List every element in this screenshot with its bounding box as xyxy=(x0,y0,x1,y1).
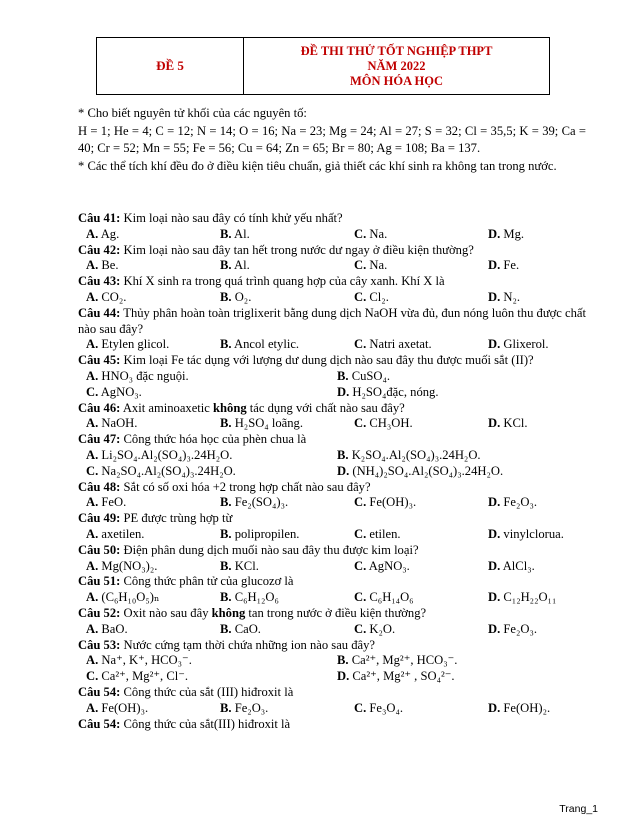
answer-letter: C. xyxy=(354,558,367,573)
question-text: Khí X sinh ra trong quá trình quang hợp của cây xanh. Khí X là xyxy=(123,274,445,289)
answer-letter: B. xyxy=(337,447,349,462)
answer-row xyxy=(78,258,588,274)
answer-option[interactable] xyxy=(488,290,520,306)
answer-row xyxy=(78,448,588,464)
question-label: Câu 54: xyxy=(78,716,121,731)
answer-option[interactable] xyxy=(86,527,220,543)
answer-letter: D. xyxy=(488,226,501,241)
answer-letter: C. xyxy=(354,258,367,273)
answer-option[interactable] xyxy=(488,622,537,638)
question-label: Câu 48: xyxy=(78,479,121,494)
answer-text: etilen. xyxy=(366,526,401,541)
answer-text: Fe₃O₄. xyxy=(366,700,404,715)
answer-option[interactable] xyxy=(354,590,488,606)
question-stem xyxy=(78,717,588,733)
answer-text: Ca²⁺, Mg²⁺, Cl⁻. xyxy=(98,669,189,684)
answer-row xyxy=(78,385,588,401)
answer-row xyxy=(78,590,588,606)
answer-letter: C. xyxy=(354,621,367,636)
answer-option[interactable] xyxy=(337,448,588,464)
question-stem xyxy=(78,432,588,448)
answer-letter: D. xyxy=(337,463,350,478)
question-stem xyxy=(78,401,588,417)
question-stem xyxy=(78,211,588,227)
answer-option[interactable] xyxy=(86,495,220,511)
question-stem xyxy=(78,606,588,622)
question-stem xyxy=(78,574,588,590)
answer-text: Be. xyxy=(98,258,119,273)
answer-text: Li₂SO₄.Al₂(SO₄)₃.24H₂O. xyxy=(98,447,233,462)
question-text: Điện phân dung dịch muối nào sau đây thu được kim loại? xyxy=(123,542,419,557)
answer-letter: C. xyxy=(354,289,367,304)
answer-option[interactable] xyxy=(354,227,488,243)
answer-text: Fe(OH)₃. xyxy=(366,495,417,510)
question-text: tan trong nước ở điều kiện thường? xyxy=(245,605,427,620)
answer-text: Fe₂O₃. xyxy=(500,495,538,510)
answer-text: C₆H₁₄O₆ xyxy=(366,590,414,605)
answer-letter: A. xyxy=(86,337,99,352)
answer-option[interactable] xyxy=(220,701,354,717)
answer-option[interactable] xyxy=(220,622,354,638)
question-text: Kim loại nào sau đây có tính khử yếu nhất? xyxy=(123,211,343,225)
answer-option[interactable] xyxy=(86,416,220,432)
answer-text: CuSO₄. xyxy=(348,368,391,383)
question-text-emphasis: không xyxy=(211,605,246,620)
answer-text: K₂SO₄.Al₂(SO₄)₃.24H₂O. xyxy=(348,447,481,462)
answer-row xyxy=(78,669,588,685)
answer-row xyxy=(78,416,588,432)
answer-text: Na⁺, K⁺, HCO₃⁻. xyxy=(98,653,192,668)
answer-letter: C. xyxy=(86,463,99,478)
answer-letter: D. xyxy=(337,384,350,399)
answer-text: axetilen. xyxy=(98,526,145,541)
answer-option[interactable] xyxy=(220,590,354,606)
question-label: Câu 45: xyxy=(78,353,121,368)
answer-option[interactable] xyxy=(86,385,337,401)
answer-option[interactable] xyxy=(86,669,337,685)
answer-option[interactable] xyxy=(354,416,488,432)
answer-text: vinylclorua. xyxy=(500,526,564,541)
answer-option[interactable] xyxy=(488,495,537,511)
answer-option[interactable] xyxy=(220,258,354,274)
answer-option[interactable] xyxy=(337,369,588,385)
answer-text: AgNO₃. xyxy=(366,558,410,573)
exam-title-line1: ĐỀ THI THỬ TỐT NGHIỆP THPT xyxy=(300,43,493,58)
answer-text: Fe(OH)₂. xyxy=(500,700,551,715)
intro-line: * Cho biết nguyên tử khối của các nguyên tố: xyxy=(78,106,307,120)
intro-notes xyxy=(78,105,586,175)
exam-title xyxy=(244,38,549,94)
question-stem xyxy=(78,306,588,338)
answer-text: H₂SO₄đặc, nóng. xyxy=(349,384,439,399)
question-label: Câu 53: xyxy=(78,637,121,652)
answer-row xyxy=(78,559,588,575)
answer-letter: C. xyxy=(354,226,367,241)
answer-letter: D. xyxy=(488,289,501,304)
answer-letter: B. xyxy=(220,590,232,605)
question-label: Câu 49: xyxy=(78,511,121,526)
answer-text: Ca²⁺, Mg²⁺, HCO₃⁻. xyxy=(348,653,458,668)
answer-text: CH₃OH. xyxy=(366,416,413,431)
exam-title-line3: MÔN HÓA HỌC xyxy=(349,73,444,88)
answer-option[interactable] xyxy=(488,258,519,274)
answer-letter: D. xyxy=(488,416,501,431)
question-stem xyxy=(78,243,588,259)
answer-text: Fe₂(SO₄)₃. xyxy=(231,495,289,510)
answer-text: AlCl₃. xyxy=(500,558,535,573)
question-text: Công thức phân tử của glucozơ là xyxy=(123,574,294,589)
answer-row xyxy=(78,464,588,480)
answer-letter: B. xyxy=(220,700,232,715)
question-stem xyxy=(78,480,588,496)
answer-letter: A. xyxy=(86,495,99,510)
question-text: Kim loại Fe tác dụng với lượng dư dung dịch nào sau đây thu được muối sắt (II)? xyxy=(123,353,534,368)
answer-letter: D. xyxy=(488,526,501,541)
question-text: Nước cứng tạm thời chứa những ion nào sau đây? xyxy=(123,637,376,652)
question-label: Câu 43: xyxy=(78,274,121,289)
answer-option[interactable] xyxy=(488,701,550,717)
answer-text: (C₆H₁₀O₅)ₙ xyxy=(98,590,160,605)
answer-text: Fe₂O₃. xyxy=(231,700,269,715)
question-text: Công thức của sắt (III) hiđroxit là xyxy=(123,684,294,699)
answer-letter: A. xyxy=(86,368,99,383)
answer-option[interactable] xyxy=(86,448,337,464)
answer-option[interactable] xyxy=(86,337,220,353)
answer-text: Al. xyxy=(231,226,250,241)
answer-text: O₂. xyxy=(231,289,252,304)
answer-text: Etylen glicol. xyxy=(98,337,170,352)
answer-option[interactable] xyxy=(337,464,588,480)
answer-option[interactable] xyxy=(86,227,220,243)
answer-row xyxy=(78,527,588,543)
answer-letter: A. xyxy=(86,526,99,541)
answer-option[interactable] xyxy=(354,290,488,306)
answer-text: Glixerol. xyxy=(500,337,549,352)
question-label: Câu 47: xyxy=(78,432,121,447)
answer-row xyxy=(78,227,588,243)
question-text: PE được trùng hợp từ xyxy=(123,511,233,526)
answer-letter: C. xyxy=(354,700,367,715)
answer-text: H₂SO₄ loãng. xyxy=(231,416,303,431)
answer-letter: D. xyxy=(488,621,501,636)
answer-option[interactable] xyxy=(488,527,564,543)
answer-letter: C. xyxy=(86,669,99,684)
answer-option[interactable] xyxy=(86,653,337,669)
answer-letter: C. xyxy=(354,337,367,352)
answer-text: Ca²⁺, Mg²⁺ , SO₄²⁻. xyxy=(349,669,455,684)
question-text: Thủy phân hoàn toàn triglixerit bằng dung dịch NaOH vừa đủ, đun nóng luôn thu được chất nào sau đây? xyxy=(78,305,587,336)
answer-text: Cl₂. xyxy=(366,289,389,304)
answer-text: NaOH. xyxy=(98,416,138,431)
question-stem xyxy=(78,274,588,290)
question-label: Câu 42: xyxy=(78,242,121,257)
answer-text: Na₂SO₄.Al₂(SO₄)₃.24H₂O. xyxy=(98,463,236,478)
answer-text: N₂. xyxy=(500,289,521,304)
answer-letter: B. xyxy=(220,495,232,510)
answer-letter: C. xyxy=(354,495,367,510)
question-text: Công thức của sắt(III) hiđroxit là xyxy=(123,716,291,731)
answer-text: CaO. xyxy=(231,621,261,636)
answer-text: K₂O. xyxy=(366,621,396,636)
answer-letter: D. xyxy=(488,495,501,510)
question-text: tác dụng với chất nào sau đây? xyxy=(246,400,405,415)
answer-letter: D. xyxy=(488,337,501,352)
answer-option[interactable] xyxy=(337,653,588,669)
answer-option[interactable] xyxy=(337,385,588,401)
question-label: Câu 51: xyxy=(78,574,121,589)
answer-row xyxy=(78,653,588,669)
question-text: Kim loại nào sau đây tan hết trong nước dư ngay ở điều kiện thường? xyxy=(123,242,474,257)
answer-option[interactable] xyxy=(354,337,488,353)
answer-option[interactable] xyxy=(220,559,354,575)
question-label: Câu 50: xyxy=(78,542,121,557)
answer-option[interactable] xyxy=(354,258,488,274)
answer-option[interactable] xyxy=(220,290,354,306)
answer-letter: A. xyxy=(86,558,99,573)
answer-letter: A. xyxy=(86,700,99,715)
answer-text: Ancol etylic. xyxy=(231,337,300,352)
exam-title-line2: NĂM 2022 xyxy=(367,58,426,73)
answer-row xyxy=(78,622,588,638)
answer-row xyxy=(78,290,588,306)
page-number: Trang_1 xyxy=(559,803,598,815)
answer-option[interactable] xyxy=(220,337,354,353)
answer-letter: A. xyxy=(86,289,99,304)
answer-letter: C. xyxy=(354,526,367,541)
intro-line: * Các thể tích khí đều đo ở điều kiện tiêu chuẩn, giả thiết các khí sinh ra không tan trong nước. xyxy=(78,158,557,173)
answer-letter: A. xyxy=(86,590,99,605)
question-text: Công thức hóa học của phèn chua là xyxy=(123,432,307,447)
answer-option[interactable] xyxy=(220,227,354,243)
answer-row xyxy=(78,701,588,717)
answer-letter: B. xyxy=(220,416,232,431)
answer-text: HNO₃ đặc nguội. xyxy=(98,368,189,383)
answer-text: Fe. xyxy=(500,258,520,273)
answer-option[interactable] xyxy=(337,669,588,685)
exam-header-table xyxy=(96,37,550,95)
question-stem xyxy=(78,685,588,701)
answer-text: AgNO₃. xyxy=(98,384,142,399)
answer-text: FeO. xyxy=(98,495,127,510)
answer-text: C₁₂H₂₂O₁₁ xyxy=(500,590,557,605)
question-stem xyxy=(78,511,588,527)
answer-option[interactable] xyxy=(354,622,488,638)
answer-option[interactable] xyxy=(86,369,337,385)
question-label: Câu 44: xyxy=(78,305,121,320)
answer-text: KCl. xyxy=(500,416,528,431)
question-text: Sắt có số oxi hóa +2 trong hợp chất nào sau đây? xyxy=(123,479,371,494)
answer-letter: D. xyxy=(488,558,501,573)
answer-option[interactable] xyxy=(488,337,549,353)
question-label: Câu 46: xyxy=(78,400,121,415)
answer-letter: B. xyxy=(337,368,349,383)
answer-text: KCl. xyxy=(231,558,259,573)
answer-option[interactable] xyxy=(220,495,354,511)
answer-text: C₆H₁₂O₆ xyxy=(231,590,279,605)
atomic-masses: H = 1; He = 4; C = 12; N = 14; O = 16; Na = 23; Mg = 24; Al = 27; S = 32; Cl = 35,5; K = 39; Ca = 40; Cr = 52; Mn = 55; Fe = 56; Cu = 64; Zn = 65; Br = 80; Ag = 108; Ba = 137. xyxy=(78,123,586,155)
question-text: Axit aminoaxetic xyxy=(122,400,214,415)
answer-text: polipropilen. xyxy=(231,526,300,541)
answer-option[interactable] xyxy=(86,559,220,575)
answer-option[interactable] xyxy=(354,701,488,717)
answer-text: Natri axetat. xyxy=(366,337,432,352)
answer-text: Na. xyxy=(366,226,388,241)
answer-letter: D. xyxy=(337,669,350,684)
answer-option[interactable] xyxy=(354,559,488,575)
answer-letter: B. xyxy=(220,337,232,352)
answer-option[interactable] xyxy=(488,416,528,432)
answer-letter: C. xyxy=(86,384,99,399)
question-label: Câu 52: xyxy=(78,605,121,620)
answer-letter: D. xyxy=(488,258,501,273)
answer-letter: B. xyxy=(337,653,349,668)
answer-row xyxy=(78,369,588,385)
answer-option[interactable] xyxy=(86,290,220,306)
answer-letter: D. xyxy=(488,700,501,715)
answer-letter: C. xyxy=(354,416,367,431)
answer-letter: A. xyxy=(86,621,99,636)
answer-text: CO₂. xyxy=(98,289,127,304)
question-text: Oxit nào sau đây xyxy=(123,605,212,620)
answer-letter: C. xyxy=(354,590,367,605)
question-stem xyxy=(78,543,588,559)
question-stem xyxy=(78,638,588,654)
question-stem xyxy=(78,353,588,369)
answer-option[interactable] xyxy=(86,590,220,606)
answer-text: Mg. xyxy=(500,226,525,241)
answer-option[interactable] xyxy=(86,258,220,274)
answer-option[interactable] xyxy=(86,701,220,717)
answer-option[interactable] xyxy=(354,527,488,543)
question-label: Câu 54: xyxy=(78,684,121,699)
answer-option[interactable] xyxy=(86,464,337,480)
answer-letter: B. xyxy=(220,226,232,241)
question-list xyxy=(78,211,588,732)
answer-row xyxy=(78,337,588,353)
answer-letter: A. xyxy=(86,447,99,462)
answer-letter: A. xyxy=(86,416,99,431)
answer-letter: A. xyxy=(86,258,99,273)
question-text-emphasis: không xyxy=(213,400,247,415)
exam-code: ĐỀ 5 xyxy=(97,38,244,94)
answer-text: BaO. xyxy=(98,621,128,636)
answer-letter: B. xyxy=(220,526,232,541)
answer-letter: B. xyxy=(220,258,232,273)
answer-text: Mg(NO₃)₂. xyxy=(98,558,158,573)
answer-row xyxy=(78,495,588,511)
answer-letter: B. xyxy=(220,558,232,573)
answer-letter: A. xyxy=(86,653,99,668)
answer-option[interactable] xyxy=(86,622,220,638)
answer-text: (NH₄)₂SO₄.Al₂(SO₄)₃.24H₂O. xyxy=(349,463,504,478)
answer-letter: A. xyxy=(86,226,99,241)
answer-text: Fe(OH)₃. xyxy=(98,700,149,715)
question-label: Câu 41: xyxy=(78,211,121,225)
answer-letter: D. xyxy=(488,590,501,605)
answer-option[interactable] xyxy=(488,227,524,243)
answer-option[interactable] xyxy=(488,559,535,575)
answer-text: Fe₂O₃. xyxy=(500,621,538,636)
answer-option[interactable] xyxy=(220,527,354,543)
answer-text: Ag. xyxy=(98,226,120,241)
answer-option[interactable] xyxy=(220,416,354,432)
answer-option[interactable] xyxy=(488,590,556,606)
answer-option[interactable] xyxy=(354,495,488,511)
answer-letter: B. xyxy=(220,289,232,304)
answer-text: Al. xyxy=(231,258,250,273)
answer-text: Na. xyxy=(366,258,388,273)
answer-letter: B. xyxy=(220,621,232,636)
